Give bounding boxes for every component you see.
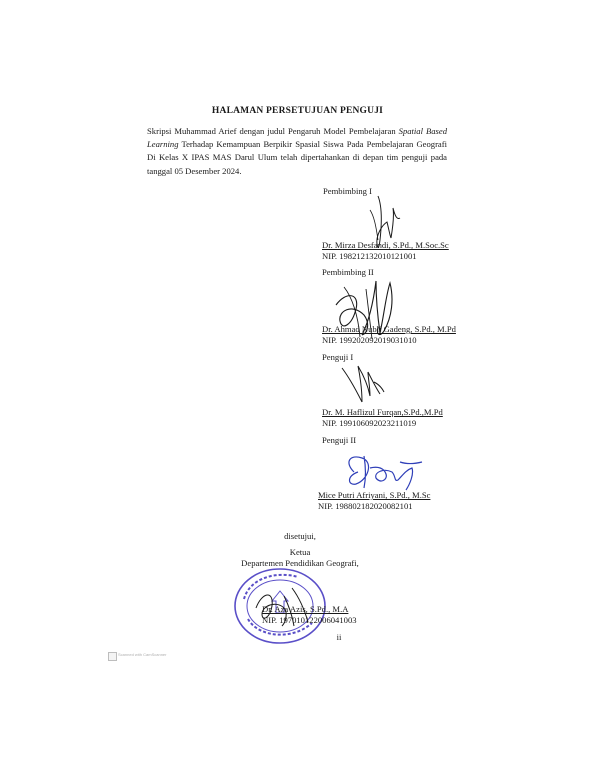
role-penguji-2: Penguji II xyxy=(322,435,357,445)
approval-paragraph xyxy=(147,125,447,178)
name-penguji-1: Dr. M. Haflizul Furqan,S.Pd.,M.Pd xyxy=(322,407,443,417)
nip-penguji-2: NIP. 198802182020082101 xyxy=(318,501,413,511)
nip-ketua: NIP. 197010122006041003 xyxy=(262,615,357,625)
scanner-footer: Scanned with CamScanner xyxy=(118,652,167,657)
ketua-label: Ketua xyxy=(289,547,311,557)
department-label: Departemen Pendidikan Geografi, xyxy=(241,558,359,568)
name-pembimbing-2: Dr. Ahmad Nubli Gadeng, S.Pd., M.Pd xyxy=(322,324,456,334)
nip-pembimbing-1: NIP. 198212132010121001 xyxy=(322,251,417,261)
paragraph-italic-title: Spatial Based Learning xyxy=(147,126,447,150)
signature-penguji-1 xyxy=(338,362,388,407)
page-number: ii xyxy=(336,632,342,642)
disetujui-label: disetujui, xyxy=(284,531,316,541)
role-penguji-1: Penguji I xyxy=(322,352,354,362)
nip-penguji-1: NIP. 199106092023211019 xyxy=(322,418,417,428)
signature-penguji-2 xyxy=(340,450,430,495)
page-title: HALAMAN PERSETUJUAN PENGUJI xyxy=(211,106,384,116)
name-pembimbing-1: Dr. Mirza Desfandi, S.Pd., M.Soc.Sc xyxy=(322,240,449,250)
nip-pembimbing-2: NIP. 199202092019031010 xyxy=(322,335,417,345)
camscanner-icon xyxy=(108,652,117,661)
paragraph-text-2: Terhadap Kemampuan Berpikir Spasial Siswa Pada Pembelajaran Geografi Di Kelas X IPAS MAS Darul Ulum telah dipertahankan di depan tim penguji pada tanggal 05 Desember 2024. xyxy=(147,139,447,176)
name-ketua: Dr. Aza Azis, S.Pd., M.A xyxy=(262,604,349,614)
role-pembimbing-1: Pembimbing I xyxy=(323,186,372,196)
role-pembimbing-2: Pembimbing II xyxy=(322,267,374,277)
name-penguji-2: Mice Putri Afriyani, S.Pd., M.Sc xyxy=(318,490,431,500)
paragraph-text-1: Skripsi Muhammad Arief dengan judul Pengaruh Model Pembelajaran xyxy=(147,126,399,136)
